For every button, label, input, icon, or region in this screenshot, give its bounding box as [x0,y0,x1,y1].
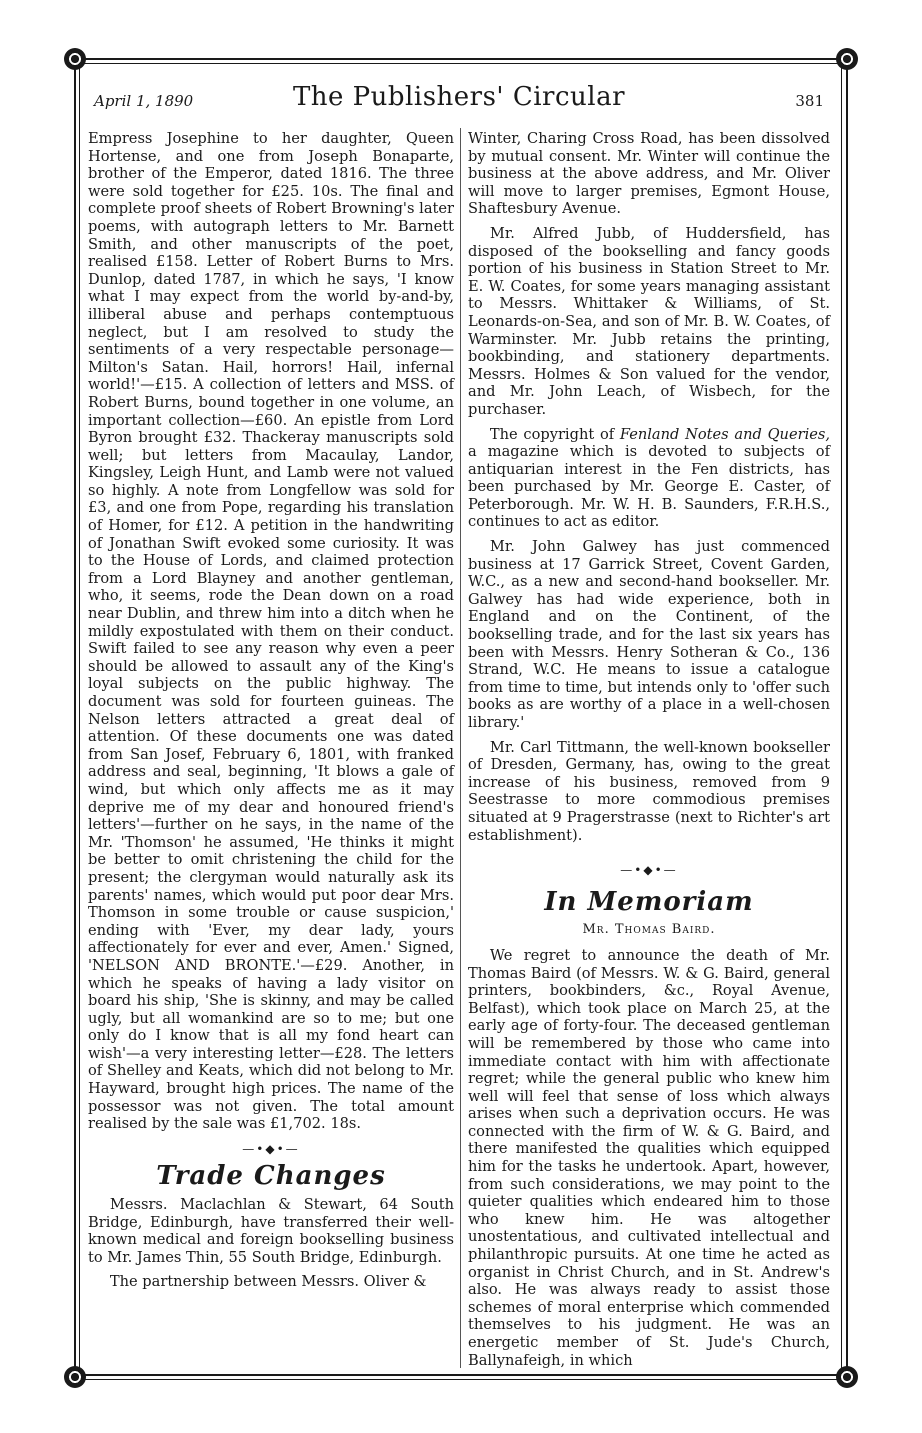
page-number: 381 [795,92,824,110]
right-border [846,58,848,1380]
fenland-paragraph: The copyright of Fenland Notes and Queries, a magazine which is devoted to subjects of antiquarian interest in the Fen districts, has been purchased by Mr. George E. Caster, of Peterborough. Mr. W. H. B. Saunders, F.R.H.S., continues to act as editor. [468,425,830,531]
left-column [88,130,454,1291]
obituary-subject: Mr. Thomas Baird. [582,922,716,938]
left-border [74,58,76,1380]
right-column [468,130,830,1369]
issue-date: April 1, 1890 [94,92,194,110]
maclachlan-paragraph: Messrs. Maclachlan & Stewart, 64 South Bridge, Edinburgh, have transferred their well-known medical and foreign bookselling business to Mr. James Thin, 55 South Bridge, Edinburgh. [88,1196,454,1266]
in-memoriam-heading: In Memoriam [544,886,754,917]
top-rule [70,58,852,60]
tittmann-paragraph: Mr. Carl Tittmann, the well-known bookseller of Dresden, Germany, has, owing to the great increase of his business, removed from 9 Seestrasse to more commodious premises situated at 9 Pragerstrasse (next to Richter's art establishment). [468,738,830,844]
column-divider [460,128,461,1368]
bottom-rule [70,1374,852,1376]
corner-ornament-icon [64,1366,86,1388]
auction-report-paragraph: Empress Josephine to her daughter, Queen Hortense, and one from Joseph Bonaparte, brother of the Emperor, dated 1816. The three were sold together for £25. 10s. The final and complete proof sheets of Robert Browning's later poems, with autograph letters to Mr. Barnett Smith, and other manuscripts of the poet, realised £158. Letter of Robert Burns to Mrs. Dunlop, dated 1787, in which he says, 'I know what I may expect from the world by-and-by, illiberal abuse and perhaps contemptuous neglect, but I am resolved to study the sentiments of a very respectable personage—Milton's Satan. Hail, horrors! Hail, infernal world!'—£15. A collection of letters and MSS. of Robert Burns, bound together in one volume, an important collection—£60. An epistle from Lord Byron brought £32. Thackeray manuscripts sold well; but letters from Macaulay, Landor, Kingsley, Leigh Hunt, and Lamb were not valued so highly. A note from Longfellow was sold for £3, and one from Pope, regarding his translation of Homer, for £12. A petition in the handwriting of Jonathan Swift evoked some curiosity. It was to the House of Lords, and claimed protection from a Lord Blayney and another gentleman, who, it seems, rode the Dean down on a road near Dublin, and threw him into a ditch when he mildly expostulated with them on their conduct. Swift failed to see any reason why even a peer should be allowed to assault any of the King's loyal subjects on the public highway. The document was sold for fourteen guineas. The Nelson letters attracted a great deal of attention. Of these documents one was dated from San Josef, February 6, 1801, with franked address and seal, beginning, 'It blows a gale of wind, but which only affects me as it may deprive me of my dear and honoured friend's letters'—further on he says, in the name of the Mr. 'Thomson' he assumed, 'He thinks it might be better to omit christening the child for the present; the clergyman would naturally ask its parents' names, which would put poor dear Mrs. Thomson in some trouble or cause suspicion,' ending with 'Ever, my dear lady, yours affectionately for ever and ever, Amen.' Signed, 'NELSON AND BRONTE.'—£29. Another, in which he speaks of having a lady visitor on board his ship, 'She is skinny, and may be called ugly, but all womankind are so to me; but one only do I know that is all my fond heart can wish'—a very interesting letter—£28. The letters of Shelley and Keats, which did not belong to Mr. Hayward, brought high prices. The name of the possessor was not given. The total amount realised by the sale was £1,702. 18s. [88,130,454,1133]
publication-title: The Publishers' Circular [292,82,626,112]
fenland-title: Fenland Notes and Queries, [619,425,830,443]
galwey-paragraph: Mr. John Galwey has just commenced business at 17 Garrick Street, Covent Garden, W.C., as a new and second-hand bookseller. Mr. Galwey has had wide experience, both in England and on the Continent, of the bookselling trade, and for the last six years has been with Messrs. Henry Sotheran & Co., 136 Strand, W.C. He means to issue a catalogue from time to time, but intends only to 'offer such books as are worthy of a place in a well-chosen library.' [468,538,830,731]
corner-ornament-icon [836,48,858,70]
corner-ornament-icon [64,48,86,70]
right-border-inner [841,64,842,1374]
trade-changes-heading: Trade Changes [156,1161,386,1192]
left-border-inner [79,64,80,1374]
section-ornament: —•◆•— [242,1141,300,1156]
jubb-paragraph: Mr. Alfred Jubb, of Huddersfield, has disposed of the bookselling and fancy goods portion of his business in Station Street to Mr. E. W. Coates, for some years managing assistant to Messrs. Whittaker & Williams, of St. Leonards-on-Sea, and son of Mr. B. W. Coates, of Warminster. Mr. Jubb retains the printing, bookbinding, and stationery departments. Messrs. Holmes & Son valued for the vendor, and Mr. John Leach, of Wisbech, for the purchaser. [468,224,830,418]
baird-obituary-paragraph: We regret to announce the death of Mr. Thomas Baird (of Messrs. W. & G. Baird, general printers, bookbinders, &c., Royal Avenue, Belfast), which took place on March 25, at the early age of forty-four. The deceased gentleman will be remembered by those who came into immediate contact with him with affectionate regret; while the general public who knew him well will feel that sense of loss which always arises when such a deprivation occurs. He was connected with the firm of W. & G. Baird, and there manifested the qualities which equipped him for the tasks he undertook. Apart, however, from such considerations, we may point to the quieter qualities which endeared him to those who knew him. He was altogether unostentatious, and cultivated intellectual and philanthropic pursuits. At one time he acted as organist in Christ Church, and in St. Andrew's also. He was always ready to assist those schemes of moral enterprise which commended themselves to his judgment. He was an energetic member of St. Jude's Church, Ballynafeigh, in which [468,946,830,1369]
corner-ornament-icon [836,1366,858,1388]
top-rule-inner [70,63,852,64]
partnership-paragraph: The partnership between Messrs. Oliver & [109,1273,427,1291]
winter-paragraph: Winter, Charing Cross Road, has been dissolved by mutual consent. Mr. Winter will continue the business at the above address, and Mr. Oliver will move to larger premises, Egmont House, Shaftesbury Avenue. [468,130,830,218]
section-ornament: —•◆•— [620,863,678,878]
bottom-rule-inner [70,1379,852,1380]
page-header [94,82,824,122]
